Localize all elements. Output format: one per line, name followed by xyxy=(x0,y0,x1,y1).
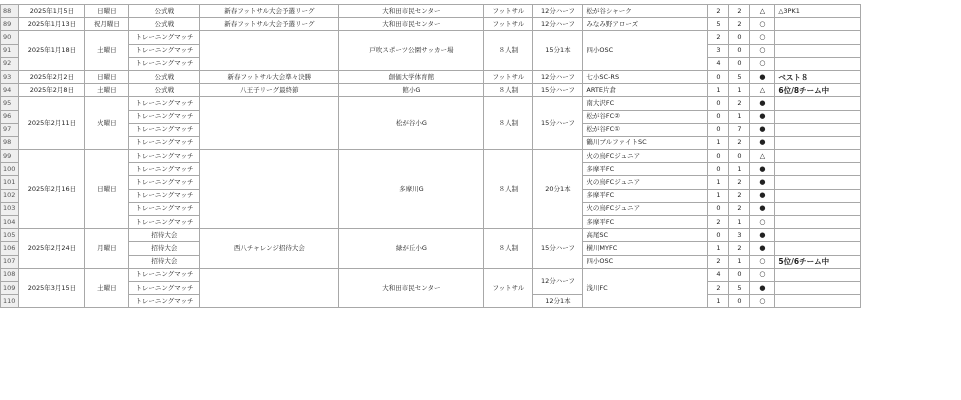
goals-for-cell[interactable]: 0 xyxy=(708,110,729,123)
goals-against-cell[interactable]: 2 xyxy=(729,242,750,255)
goals-for-cell[interactable]: 1 xyxy=(708,176,729,189)
type-cell[interactable]: トレーニングマッチ xyxy=(129,176,200,189)
goals-against-cell[interactable]: 0 xyxy=(729,268,750,281)
result-cell[interactable]: ● xyxy=(750,163,775,176)
time-cell[interactable]: 20分1本 xyxy=(533,150,583,229)
goals-for-cell[interactable]: 2 xyxy=(708,5,729,18)
venue-cell[interactable]: 大和田市民センター xyxy=(339,18,484,31)
table-row xyxy=(1,5,861,18)
venue-cell[interactable]: 大和田市民センター xyxy=(339,5,484,18)
venue-cell[interactable]: 創価大学体育館 xyxy=(339,70,484,83)
goals-against-cell[interactable]: 5 xyxy=(729,281,750,294)
date-cell[interactable]: 2025年1月5日 xyxy=(19,5,85,18)
format-cell[interactable]: ８人制 xyxy=(484,97,533,150)
type-cell[interactable]: 招待大会 xyxy=(129,242,200,255)
goals-for-cell[interactable]: 1 xyxy=(708,295,729,308)
result-cell[interactable]: ● xyxy=(750,123,775,136)
type-cell[interactable]: トレーニングマッチ xyxy=(129,136,200,149)
note-cell[interactable] xyxy=(775,295,861,308)
result-cell[interactable]: ● xyxy=(750,70,775,83)
result-cell[interactable]: ● xyxy=(750,281,775,294)
result-cell[interactable]: ○ xyxy=(750,18,775,31)
table-row xyxy=(1,70,861,83)
result-cell[interactable]: △ xyxy=(750,150,775,163)
day-cell[interactable]: 火曜日 xyxy=(85,97,129,150)
row-number[interactable]: 93 xyxy=(1,70,19,83)
format-cell[interactable]: ８人制 xyxy=(484,84,533,97)
row-number[interactable]: 91 xyxy=(1,44,19,57)
goals-against-cell[interactable]: 1 xyxy=(729,255,750,268)
opponent-cell[interactable]: 多摩平FC xyxy=(583,163,708,176)
goals-for-cell[interactable]: 4 xyxy=(708,57,729,70)
result-cell[interactable]: ● xyxy=(750,229,775,242)
date-cell[interactable]: 2025年2月2日 xyxy=(19,70,85,83)
opponent-cell[interactable]: 多摩平FC xyxy=(583,189,708,202)
day-cell[interactable]: 日曜日 xyxy=(85,5,129,18)
opponent-cell[interactable]: 多摩平FC xyxy=(583,216,708,229)
goals-against-cell[interactable]: 1 xyxy=(729,163,750,176)
note-cell[interactable] xyxy=(775,189,861,202)
goals-against-cell[interactable]: 1 xyxy=(729,110,750,123)
day-cell[interactable]: 祝月曜日 xyxy=(85,18,129,31)
row-number[interactable]: 100 xyxy=(1,163,19,176)
type-cell[interactable]: 公式戦 xyxy=(129,18,200,31)
time-cell[interactable]: 15分1本 xyxy=(533,31,583,71)
note-cell[interactable] xyxy=(775,57,861,70)
row-number[interactable]: 104 xyxy=(1,216,19,229)
day-cell[interactable]: 月曜日 xyxy=(85,229,129,269)
note-cell[interactable] xyxy=(775,216,861,229)
event-cell[interactable]: 西八チャレンジ招待大会 xyxy=(200,229,339,269)
note-cell[interactable] xyxy=(775,229,861,242)
note-cell[interactable] xyxy=(775,150,861,163)
note-cell[interactable] xyxy=(775,123,861,136)
type-cell[interactable]: トレーニングマッチ xyxy=(129,57,200,70)
type-cell[interactable]: トレーニングマッチ xyxy=(129,268,200,281)
result-cell[interactable]: △ xyxy=(750,84,775,97)
note-cell[interactable] xyxy=(775,136,861,149)
table-row xyxy=(1,229,861,242)
goals-for-cell[interactable]: 2 xyxy=(708,216,729,229)
goals-against-cell[interactable]: 2 xyxy=(729,136,750,149)
format-cell[interactable]: フットサル xyxy=(484,70,533,83)
result-cell[interactable]: ● xyxy=(750,97,775,110)
goals-against-cell[interactable]: 3 xyxy=(729,229,750,242)
opponent-cell[interactable]: 鶴川ブルファイトSC xyxy=(583,136,708,149)
result-cell[interactable]: ● xyxy=(750,202,775,215)
time-cell[interactable]: 15分ハーフ xyxy=(533,97,583,150)
type-cell[interactable]: 招待大会 xyxy=(129,229,200,242)
result-cell[interactable]: ○ xyxy=(750,44,775,57)
table-row xyxy=(1,97,861,110)
note-cell[interactable] xyxy=(775,31,861,44)
goals-against-cell[interactable]: 0 xyxy=(729,44,750,57)
venue-cell[interactable]: 松が谷小G xyxy=(339,97,484,150)
row-number[interactable]: 109 xyxy=(1,281,19,294)
opponent-cell[interactable]: 七小SC-RS xyxy=(583,70,708,83)
row-number[interactable]: 89 xyxy=(1,18,19,31)
goals-against-cell[interactable]: 2 xyxy=(729,18,750,31)
result-cell[interactable]: ○ xyxy=(750,295,775,308)
row-number[interactable]: 88 xyxy=(1,5,19,18)
row-number[interactable]: 90 xyxy=(1,31,19,44)
opponent-cell[interactable]: 高尾SC xyxy=(583,229,708,242)
note-cell[interactable]: 6位/8チーム中 xyxy=(775,84,861,97)
result-cell[interactable]: ● xyxy=(750,176,775,189)
table-row xyxy=(1,31,861,44)
row-number[interactable]: 103 xyxy=(1,202,19,215)
goals-against-cell[interactable]: 1 xyxy=(729,84,750,97)
note-cell[interactable] xyxy=(775,18,861,31)
goals-for-cell[interactable]: 3 xyxy=(708,44,729,57)
opponent-cell[interactable]: ARTE片倉 xyxy=(583,84,708,97)
goals-for-cell[interactable]: 2 xyxy=(708,31,729,44)
row-number[interactable]: 101 xyxy=(1,176,19,189)
type-cell[interactable]: 公式戦 xyxy=(129,84,200,97)
note-cell[interactable]: ベスト８ xyxy=(775,70,861,83)
result-cell[interactable]: ○ xyxy=(750,31,775,44)
goals-against-cell[interactable]: 2 xyxy=(729,97,750,110)
opponent-cell[interactable]: 横川MYFC xyxy=(583,242,708,255)
opponent-cell[interactable]: 火の鳥FCジュニア xyxy=(583,150,708,163)
result-cell[interactable]: ○ xyxy=(750,216,775,229)
type-cell[interactable]: トレーニングマッチ xyxy=(129,202,200,215)
row-number[interactable]: 98 xyxy=(1,136,19,149)
opponent-cell[interactable]: 松が谷シャーク xyxy=(583,5,708,18)
opponent-cell[interactable]: 四小OSC xyxy=(583,31,708,71)
type-cell[interactable]: トレーニングマッチ xyxy=(129,189,200,202)
type-cell[interactable]: トレーニングマッチ xyxy=(129,31,200,44)
row-number[interactable]: 96 xyxy=(1,110,19,123)
row-number[interactable]: 110 xyxy=(1,295,19,308)
goals-for-cell[interactable]: 0 xyxy=(708,70,729,83)
format-cell[interactable]: フットサル xyxy=(484,268,533,308)
note-cell[interactable]: △3PK1 xyxy=(775,5,861,18)
opponent-cell[interactable]: 浅川FC xyxy=(583,268,708,308)
result-cell[interactable]: ● xyxy=(750,136,775,149)
goals-against-cell[interactable]: 0 xyxy=(729,150,750,163)
row-number[interactable]: 92 xyxy=(1,57,19,70)
result-cell[interactable]: ● xyxy=(750,189,775,202)
note-cell[interactable] xyxy=(775,110,861,123)
event-cell[interactable]: 新春フットサル大会準々決勝 xyxy=(200,70,339,83)
table-row xyxy=(1,84,861,97)
note-cell[interactable] xyxy=(775,44,861,57)
time-cell[interactable]: 15分ハーフ xyxy=(533,229,583,269)
venue-cell[interactable]: 緑が丘小G xyxy=(339,229,484,269)
goals-for-cell[interactable]: 0 xyxy=(708,202,729,215)
opponent-cell[interactable]: 火の鳥FCジュニア xyxy=(583,202,708,215)
type-cell[interactable]: トレーニングマッチ xyxy=(129,295,200,308)
event-cell[interactable] xyxy=(200,97,339,150)
goals-against-cell[interactable]: 2 xyxy=(729,176,750,189)
goals-against-cell[interactable]: 0 xyxy=(729,57,750,70)
date-cell[interactable]: 2025年2月24日 xyxy=(19,229,85,269)
row-number[interactable]: 108 xyxy=(1,268,19,281)
result-cell[interactable]: △ xyxy=(750,5,775,18)
type-cell[interactable]: 公式戦 xyxy=(129,70,200,83)
type-cell[interactable]: トレーニングマッチ xyxy=(129,44,200,57)
goals-for-cell[interactable]: 0 xyxy=(708,229,729,242)
venue-cell[interactable]: 館小G xyxy=(339,84,484,97)
event-cell[interactable] xyxy=(200,150,339,229)
result-cell[interactable]: ● xyxy=(750,242,775,255)
note-cell[interactable] xyxy=(775,242,861,255)
note-cell[interactable] xyxy=(775,97,861,110)
result-cell[interactable]: ○ xyxy=(750,57,775,70)
row-number[interactable]: 95 xyxy=(1,97,19,110)
goals-for-cell[interactable]: 0 xyxy=(708,163,729,176)
row-number[interactable]: 94 xyxy=(1,84,19,97)
result-cell[interactable]: ○ xyxy=(750,268,775,281)
goals-for-cell[interactable]: 2 xyxy=(708,255,729,268)
row-number[interactable]: 97 xyxy=(1,123,19,136)
day-cell[interactable]: 日曜日 xyxy=(85,150,129,229)
row-number[interactable]: 102 xyxy=(1,189,19,202)
date-cell[interactable]: 2025年1月18日 xyxy=(19,31,85,71)
type-cell[interactable]: トレーニングマッチ xyxy=(129,216,200,229)
venue-cell[interactable]: 大和田市民センター xyxy=(339,268,484,308)
format-cell[interactable]: ８人制 xyxy=(484,229,533,269)
goals-for-cell[interactable]: 1 xyxy=(708,84,729,97)
type-cell[interactable]: トレーニングマッチ xyxy=(129,123,200,136)
goals-against-cell[interactable]: 0 xyxy=(729,295,750,308)
table-row xyxy=(1,150,861,163)
row-number[interactable]: 107 xyxy=(1,255,19,268)
goals-against-cell[interactable]: 1 xyxy=(729,216,750,229)
time-cell[interactable]: 12分1本 xyxy=(533,295,583,308)
goals-against-cell[interactable]: 2 xyxy=(729,5,750,18)
table-row xyxy=(1,268,861,281)
type-cell[interactable]: トレーニングマッチ xyxy=(129,163,200,176)
format-cell[interactable]: ８人制 xyxy=(484,31,533,71)
goals-for-cell[interactable]: 1 xyxy=(708,136,729,149)
note-cell[interactable] xyxy=(775,281,861,294)
event-cell[interactable] xyxy=(200,268,339,308)
time-cell[interactable]: 12分ハーフ xyxy=(533,5,583,18)
opponent-cell[interactable]: 四小OSC xyxy=(583,255,708,268)
venue-cell[interactable]: 多摩川G xyxy=(339,150,484,229)
goals-for-cell[interactable]: 5 xyxy=(708,18,729,31)
format-cell[interactable]: ８人制 xyxy=(484,150,533,229)
format-cell[interactable]: フットサル xyxy=(484,5,533,18)
goals-for-cell[interactable]: 2 xyxy=(708,281,729,294)
note-cell[interactable] xyxy=(775,163,861,176)
goals-for-cell[interactable]: 1 xyxy=(708,242,729,255)
result-cell[interactable]: ○ xyxy=(750,255,775,268)
goals-for-cell[interactable]: 4 xyxy=(708,268,729,281)
table-row xyxy=(1,18,861,31)
date-cell[interactable]: 2025年2月16日 xyxy=(19,150,85,229)
goals-against-cell[interactable]: 2 xyxy=(729,202,750,215)
opponent-cell[interactable]: 火の鳥FCジュニア xyxy=(583,176,708,189)
goals-against-cell[interactable]: 7 xyxy=(729,123,750,136)
day-cell[interactable]: 土曜日 xyxy=(85,268,129,308)
opponent-cell[interactable]: みなみ野アローズ xyxy=(583,18,708,31)
type-cell[interactable]: トレーニングマッチ xyxy=(129,150,200,163)
date-cell[interactable]: 2025年1月13日 xyxy=(19,18,85,31)
event-cell[interactable]: 新春フットサル大会予選リーグ xyxy=(200,5,339,18)
goals-against-cell[interactable]: 5 xyxy=(729,70,750,83)
type-cell[interactable]: トレーニングマッチ xyxy=(129,110,200,123)
note-cell[interactable]: 5位/6チーム中 xyxy=(775,255,861,268)
event-cell[interactable]: 八王子リーグ最終節 xyxy=(200,84,339,97)
day-cell[interactable]: 土曜日 xyxy=(85,31,129,71)
venue-cell[interactable]: 戸吹スポーツ公園サッカー場 xyxy=(339,31,484,71)
goals-for-cell[interactable]: 0 xyxy=(708,150,729,163)
goals-for-cell[interactable]: 1 xyxy=(708,189,729,202)
day-cell[interactable]: 土曜日 xyxy=(85,84,129,97)
goals-against-cell[interactable]: 0 xyxy=(729,31,750,44)
type-cell[interactable]: 招待大会 xyxy=(129,255,200,268)
goals-for-cell[interactable]: 0 xyxy=(708,123,729,136)
row-number[interactable]: 105 xyxy=(1,229,19,242)
result-cell[interactable]: ● xyxy=(750,110,775,123)
row-number[interactable]: 106 xyxy=(1,242,19,255)
goals-for-cell[interactable]: 0 xyxy=(708,97,729,110)
opponent-cell[interactable]: 松が谷FC② xyxy=(583,110,708,123)
type-cell[interactable]: トレーニングマッチ xyxy=(129,97,200,110)
row-number[interactable]: 99 xyxy=(1,150,19,163)
time-cell[interactable]: 12分ハーフ xyxy=(533,268,583,294)
day-cell[interactable]: 日曜日 xyxy=(85,70,129,83)
note-cell[interactable] xyxy=(775,176,861,189)
time-cell[interactable]: 15分ハーフ xyxy=(533,84,583,97)
note-cell[interactable] xyxy=(775,268,861,281)
time-cell[interactable]: 12分ハーフ xyxy=(533,70,583,83)
opponent-cell[interactable]: 松が谷FC① xyxy=(583,123,708,136)
type-cell[interactable]: トレーニングマッチ xyxy=(129,281,200,294)
event-cell[interactable] xyxy=(200,31,339,71)
date-cell[interactable]: 2025年2月8日 xyxy=(19,84,85,97)
date-cell[interactable]: 2025年2月11日 xyxy=(19,97,85,150)
opponent-cell[interactable]: 南大沢FC xyxy=(583,97,708,110)
event-cell[interactable]: 新春フットサル大会予選リーグ xyxy=(200,18,339,31)
goals-against-cell[interactable]: 2 xyxy=(729,189,750,202)
time-cell[interactable]: 12分ハーフ xyxy=(533,18,583,31)
format-cell[interactable]: フットサル xyxy=(484,18,533,31)
date-cell[interactable]: 2025年3月15日 xyxy=(19,268,85,308)
note-cell[interactable] xyxy=(775,202,861,215)
type-cell[interactable]: 公式戦 xyxy=(129,5,200,18)
